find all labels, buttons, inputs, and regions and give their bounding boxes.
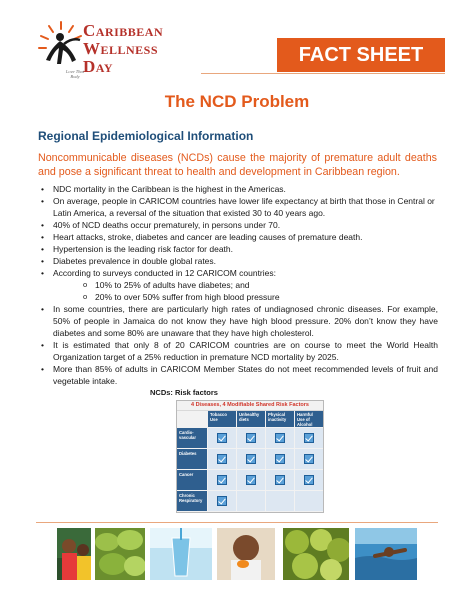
bullet-item: • It is estimated that only 8 of 20 CARICOM countries are on course to meet the World Health Organization target of a 25% reduction in premature NCD mortality by 2025. (38, 339, 438, 363)
risk-factors-table (176, 400, 324, 513)
checkmark-icon (275, 454, 285, 464)
bullet-item: • Diabetes prevalence in double global rates. (38, 255, 438, 267)
checkmark-icon (304, 454, 314, 464)
bullet-item: • On average, people in CARICOM countries have lower life expectancy at birth that those in Central or Latin America, a reversal of the situation that existed 30 to 40 years ago. (38, 195, 438, 219)
bullet-item: • 40% of NCD deaths occur prematurely, in persons under 70. (38, 219, 438, 231)
bullet-item: • More than 85% of adults in CARICOM Member States do not meet recommended levels of fruit and vegetable intake. (38, 363, 438, 387)
fruit-photo (95, 528, 145, 580)
risk-cell (208, 491, 236, 511)
swimming-photo (355, 528, 417, 580)
bullet-item: • In some countries, there are particularly high rates of undiagnosed chronic diseases. For example, 50% of people in Jamaica do not know they have high blood pressure. 20% don’t know they have diabetes and some 80% are unaware that they have high cholesterol. (38, 303, 438, 339)
risk-cell (237, 491, 265, 511)
fact-sheet-banner: FACT SHEET (277, 38, 445, 72)
risk-column-label: Physical inactivity (266, 411, 294, 427)
checkmark-icon (246, 475, 256, 485)
produce-photo (283, 528, 349, 580)
risk-row-label: Cancer (177, 470, 207, 490)
intro-paragraph: Noncommunicable diseases (NCDs) cause the majority of premature adult deaths and pose a significant threat to health and development in Caribbean region. (38, 152, 437, 178)
risk-cell (266, 470, 294, 490)
checkmark-icon (275, 475, 285, 485)
risk-cell (208, 449, 236, 469)
logo-line-1: Caribbean (83, 21, 164, 40)
sub-bullet-list (53, 279, 438, 303)
risk-cell (266, 428, 294, 448)
children-photo (57, 528, 91, 580)
section-title: Regional Epidemiological Information (38, 129, 254, 143)
checkmark-icon (217, 454, 227, 464)
photo-strip (57, 528, 417, 580)
risk-cell (295, 428, 323, 448)
risk-column-label: Harmful Use of Alcohol (295, 411, 323, 427)
child-eating-photo (217, 528, 275, 580)
bullet-list (38, 183, 438, 387)
bullet-item: • NDC mortality in the Caribbean is the highest in the Americas. (38, 183, 438, 195)
bullet-item: • Heart attacks, stroke, diabetes and cancer are leading causes of premature death. (38, 231, 438, 243)
checkmark-icon (217, 475, 227, 485)
bullet-item: • Hypertension is the leading risk factor for death. (38, 243, 438, 255)
sub-bullet-item: o 20% to over 50% suffer from high blood pressure (53, 291, 438, 303)
risk-cell (237, 449, 265, 469)
risk-cell (295, 491, 323, 511)
risk-cell (295, 449, 323, 469)
checkmark-icon (217, 433, 227, 443)
footer-divider (36, 522, 438, 523)
risk-table-header: 4 Diseases, 4 Modifiable Shared Risk Factors (177, 401, 323, 411)
checkmark-icon (217, 496, 227, 506)
risk-table-caption: NCDs: Risk factors (150, 388, 218, 397)
risk-row-label: Chronic Respiratory (177, 491, 207, 511)
header-divider (201, 73, 445, 74)
risk-cell (208, 428, 236, 448)
risk-cell (266, 449, 294, 469)
water-glass-photo (150, 528, 212, 580)
logo-tagline: Love That Body (65, 69, 85, 79)
risk-table-grid (177, 411, 323, 512)
risk-cell (266, 491, 294, 511)
checkmark-icon (304, 475, 314, 485)
sub-bullet-item: o 10% to 25% of adults have diabetes; and (53, 279, 438, 291)
risk-cell (237, 428, 265, 448)
risk-column-label: Tobacco Use (208, 411, 236, 427)
logo-line-2: Wellness (83, 39, 159, 58)
bullet-text: According to surveys conducted in 12 CARICOM countries: (53, 268, 276, 278)
risk-row-label: Cardio-vascular (177, 428, 207, 448)
risk-row-label: Diabetes (177, 449, 207, 469)
logo-wordmark (83, 22, 193, 76)
checkmark-icon (246, 433, 256, 443)
checkmark-icon (304, 433, 314, 443)
checkmark-icon (246, 454, 256, 464)
caribbean-wellness-day-logo (36, 18, 186, 80)
checkmark-icon (275, 433, 285, 443)
bullet-item-with-sublist (38, 267, 438, 303)
logo-line-3: Day (83, 57, 114, 76)
page-title: The NCD Problem (164, 92, 310, 111)
risk-cell (208, 470, 236, 490)
risk-cell (237, 470, 265, 490)
risk-cell (295, 470, 323, 490)
risk-column-label: Unhealthy diets (237, 411, 265, 427)
